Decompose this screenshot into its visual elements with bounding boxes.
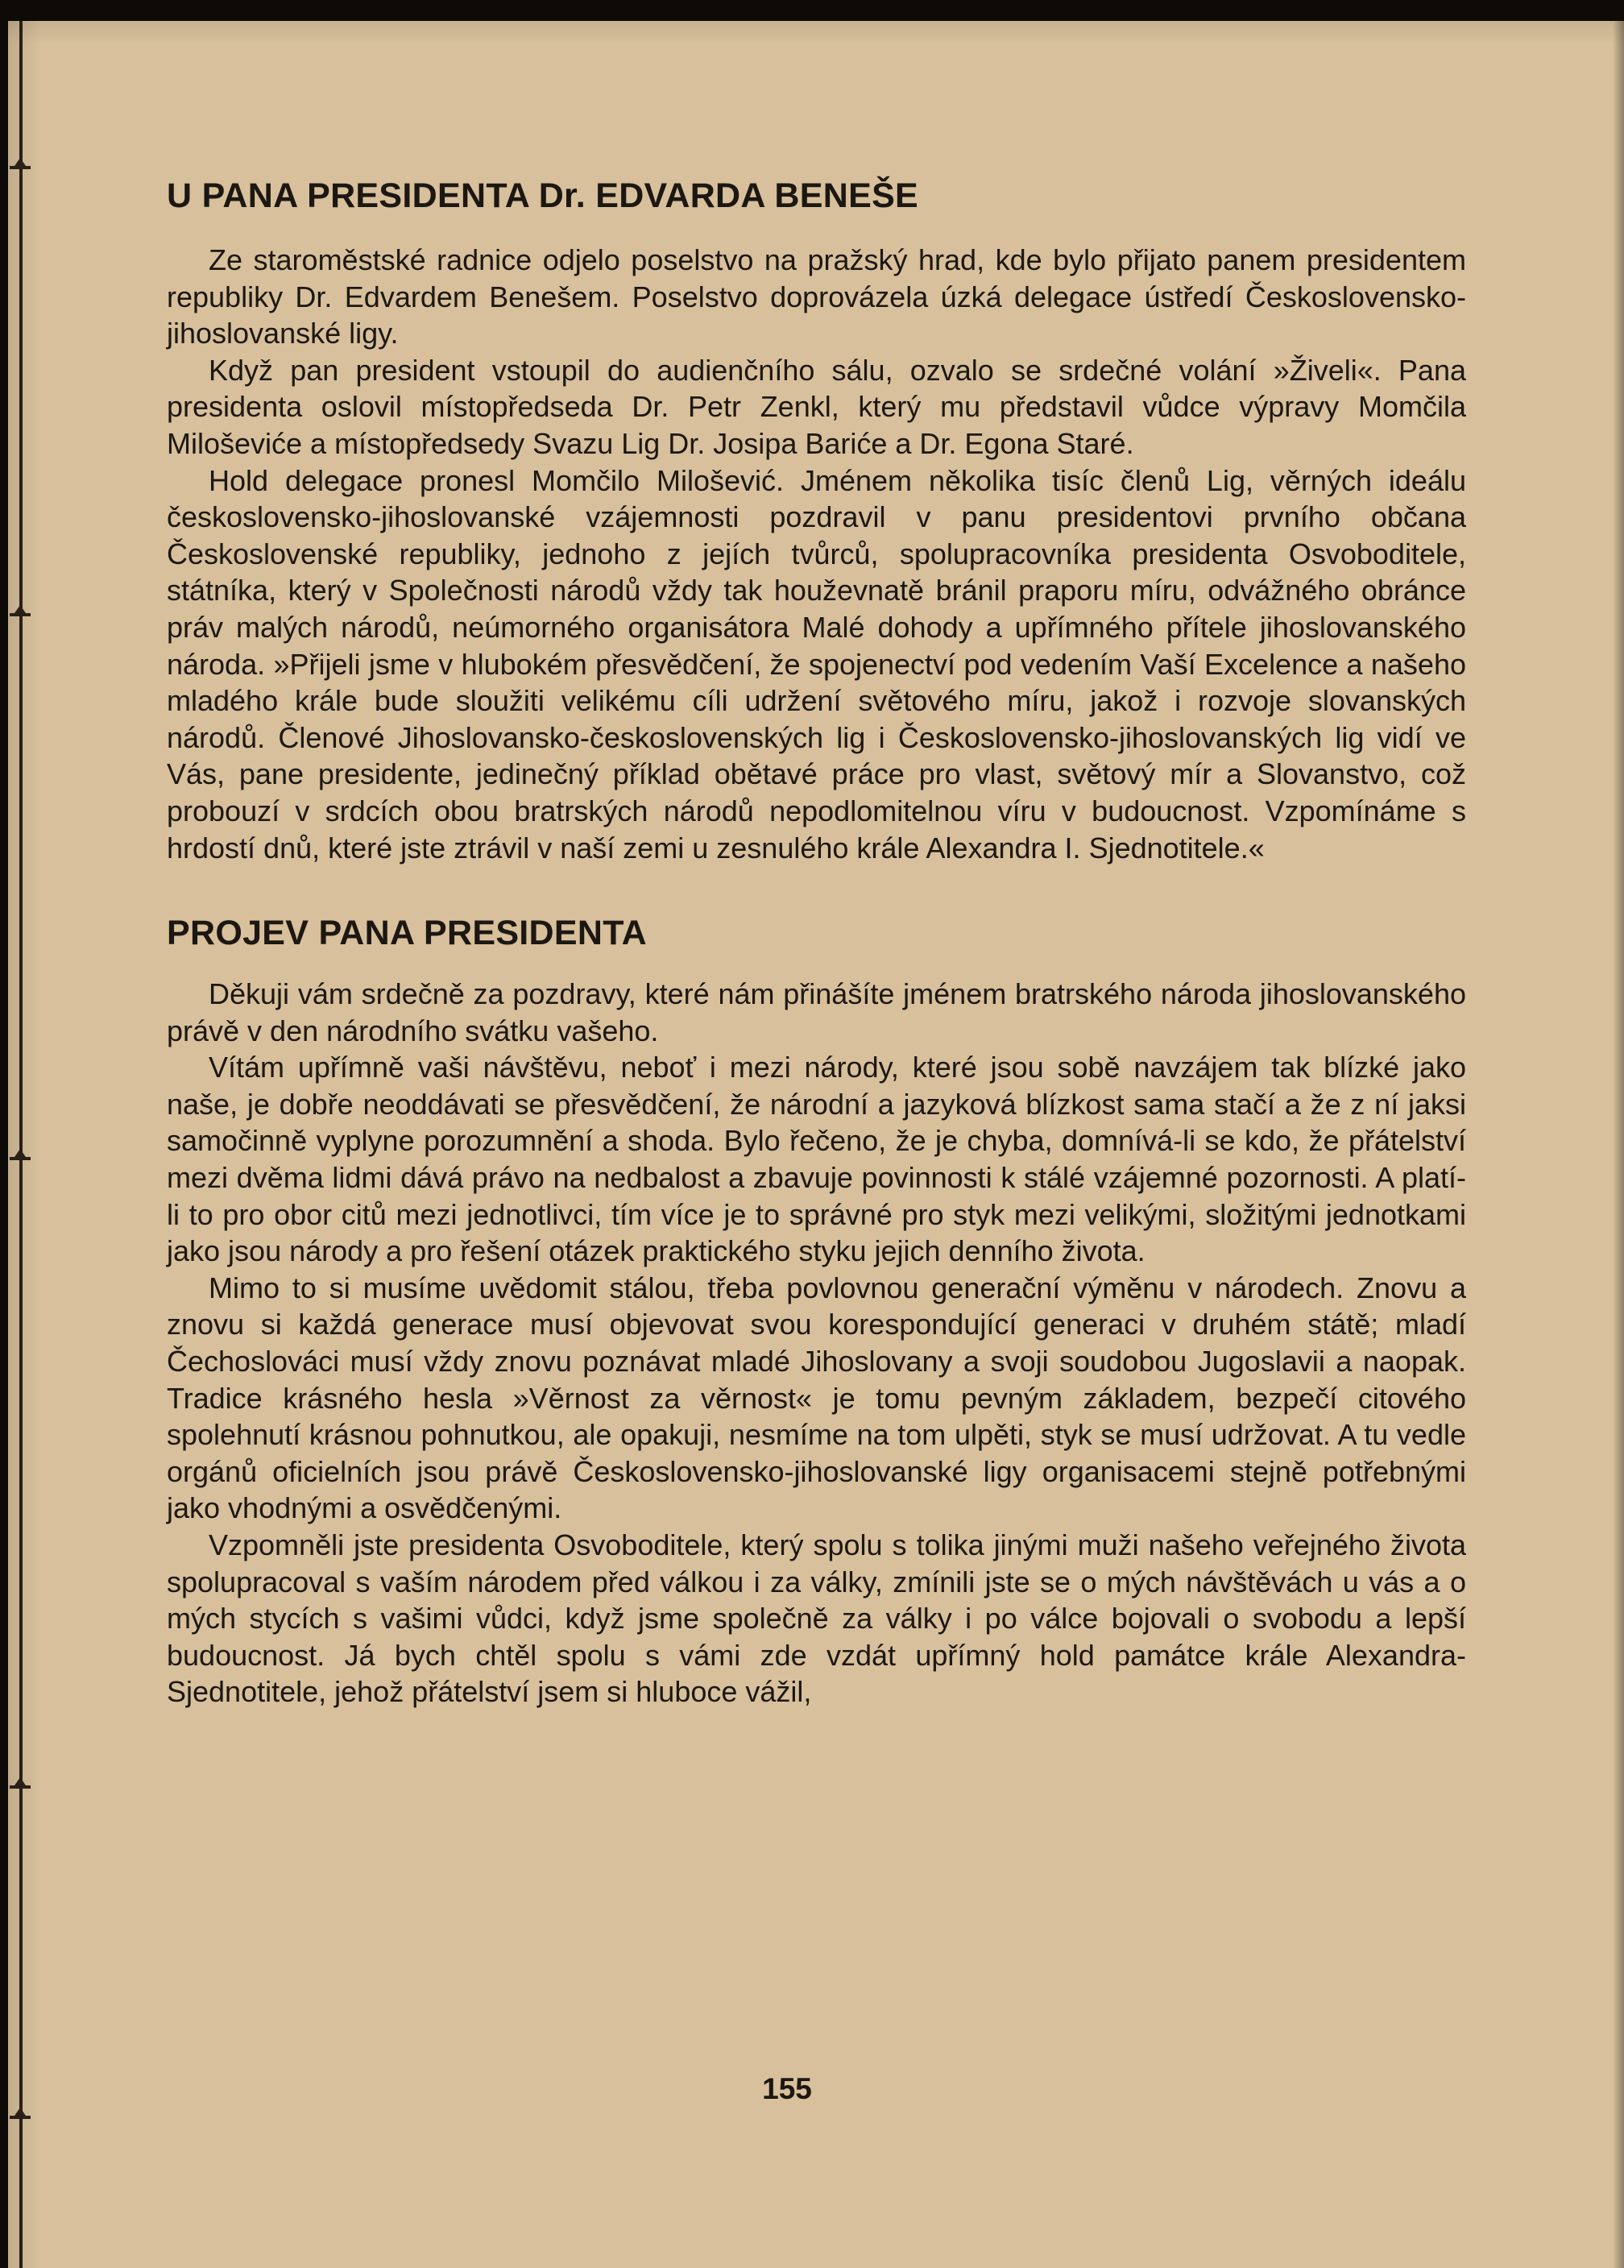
page-content: [167, 174, 1466, 1710]
binding-thread: [19, 21, 23, 2268]
paragraph: Hold delegace pronesl Momčilo Milošević. Jménem několika tisíc členů Lig, věrných ideálu československo-jihoslovanské vzájemnosti pozdravil v panu presidentovi prvního občana Československé republiky, jednoho z jejích tvůrců, spolupracovníka presidenta Osvoboditele, státníka, který v Společnosti národů vždy tak houževnatě bránil praporu míru, odvážného obránce práv malých národů, neúmorného organisátora Malé dohody a upřímného přítele jihoslovanského národa. »Přijeli jsme v hlubokém přesvědčení, že spojenectví pod vedením Vaší Excelence a našeho mladého krále bude sloužiti velikému cíli udržení světového míru, jakož i rozvoje slovanských národů. Členové Jihoslovansko-československých lig i Československo-jihoslovanských lig vidí ve Vás, pane presidente, jedinečný příklad obětavé práce pro vlast, světový mír a Slovanstvo, což probouzí v srdcích obou bratrských národů nepodlomitelnou víru v budoucnost. Vzpomínáme s hrdostí dnů, které jste ztrávil v naší zemi u zesnulého krále Alexandra I. Sjednotitele.«: [167, 463, 1466, 864]
paragraph: Když pan president vstoupil do audienčního sálu, ozvalo se srdečné volání »Živeli«. Pana presidenta oslovil místopředseda Dr. Petr Zenkl, který mu představil vůdce výpravy Momčila Miloševiće a místopředsedy Svazu Lig Dr. Josipa Bariće a Dr. Egona Staré.: [167, 353, 1466, 460]
page-number: 155: [762, 2072, 812, 2105]
section-heading-speech: PROJEV PANA PRESIDENTA: [167, 914, 647, 953]
binding-stitch-mark: [10, 1157, 31, 1160]
paragraph: Děkuji vám srdečně za pozdravy, které nám přinášíte jménem bratrského národa jihoslovanského právě v den národního svátku vašeho.: [167, 977, 1466, 1047]
section-heading-benes: U PANA PRESIDENTA Dr. EDVARDA BENEŠE: [167, 176, 919, 215]
paragraph: Ze staroměstské radnice odjelo poselstvo na pražský hrad, kde bylo přijato panem presidentem republiky Dr. Edvardem Benešem. Poselstvo doprovázela úzká delegace ústředí Československo-jihoslovanské ligy.: [167, 243, 1466, 350]
page-edge-shadow: [1613, 21, 1624, 2268]
binding-stitch-mark: [10, 613, 31, 616]
binding-stitch-mark: [10, 166, 31, 169]
paragraph: Vítám upřímně vaši návštěvu, neboť i mezi národy, které jsou sobě navzájem tak blízké jako naše, je dobře neoddávati se přesvědčení, že národní a jazyková blízkost sama stačí a že z ní jaksi samočinně vyplyne porozumnění a shoda. Bylo řečeno, že je chyba, domnívá-li se kdo, že přátelství mezi dvěma lidmi dává právo na nedbalost a zbavuje povinnosti k stálé vzájemné pozornosti. A platí-li to pro obor citů mezi jednotlivci, tím více je to správné pro styk mezi velikými, složitými jednotkami jako jsou národy a pro řešení otázek praktického styku jejich denního života.: [167, 1051, 1466, 1268]
binding-stitch-mark: [10, 1785, 31, 1789]
paragraph: Mimo to si musíme uvědomit stálou, třeba povlovnou generační výměnu v národech. Znovu a znovu si každá generace musí objevovat svou korespondující generaci v druhém státě; mladí Čechoslováci musí vždy znovu poznávat mladé Jihoslovany a svoji soudobou Jugoslavii a naopak. Tradice krásného hesla »Věrnost za věrnost« je tomu pevným základem, bezpečí citového spolehnutí krásnou pohnutkou, ale opakuji, nesmíme na tom ulpěti, styk se musí udržovat. A tu vedle orgánů oficielních jsou právě Československo-jihoslovanské ligy organisacemi stejně potřebnými jako vhodnými a osvědčenými.: [167, 1271, 1466, 1525]
binding-stitch-mark: [10, 2116, 31, 2119]
book-page: [8, 21, 1624, 2268]
paragraph: Vzpomněli jste presidenta Osvoboditele, který spolu s tolika jinými muži našeho veřejného života spolupracoval s vaším národem před válkou i za války, zmínili jste se o mých návštěvách u vás a o mých stycích s vašimi vůdci, když jsme společně za války i po válce bojovali o svobodu a lepší budoucnost. Já bych chtěl spolu s vámi zde vzdát upřímný hold památce krále Alexandra-Sjednotitele, jehož přátelství jsem si hluboce vážil,: [167, 1528, 1466, 1709]
